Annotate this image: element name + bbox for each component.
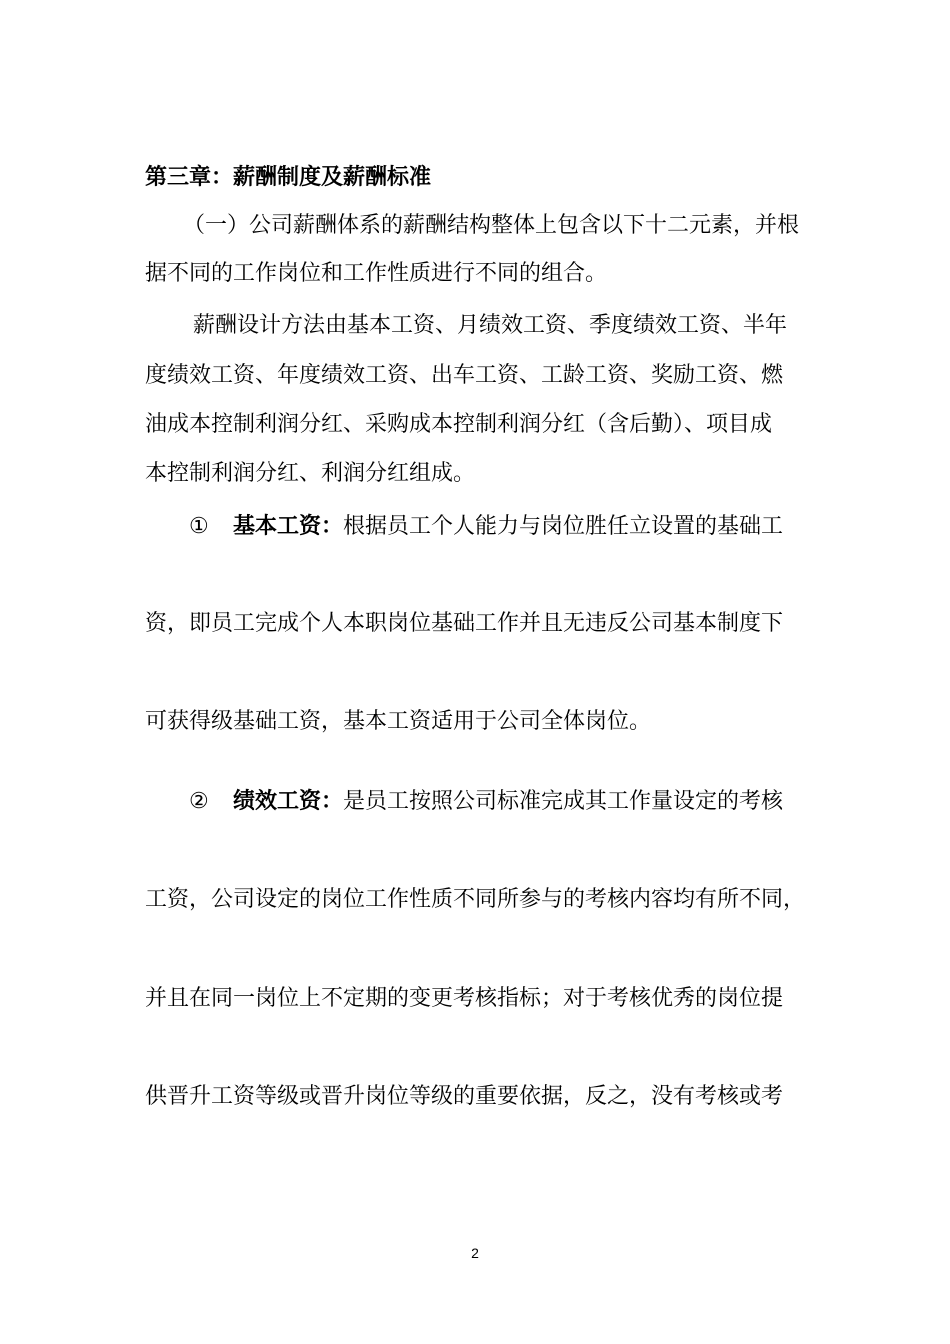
item-1-first-line xyxy=(189,511,869,542)
item-1-line-3: 可获得级基础工资，基本工资适用于公司全体岗位。 xyxy=(145,709,652,734)
method-line-3: 油成本控制利润分红、采购成本控制利润分红（含后勤）、项目成 xyxy=(145,412,773,437)
item-1-text: 根据员工个人能力与岗位胜任立设置的基础工 xyxy=(343,514,784,539)
item-1-line-2: 资，即员工完成个人本职岗位基础工作并且无违反公司基本制度下 xyxy=(145,611,784,636)
page-number: 2 xyxy=(471,1245,479,1261)
item-1-number: ① xyxy=(189,514,209,539)
item-2-term: 绩效工资： xyxy=(233,788,344,814)
method-line-2: 度绩效工资、年度绩效工资、出车工资、工龄工资、奖励工资、燃 xyxy=(145,363,784,388)
item-2-line-4: 供晋升工资等级或晋升岗位等级的重要依据，反之，没有考核或考 xyxy=(145,1084,784,1109)
intro-line-1: （一）公司薪酬体系的薪酬结构整体上包含以下十二元素，并根 xyxy=(183,213,800,238)
item-2-first-line xyxy=(189,786,869,817)
method-line-1: 薪酬设计方法由基本工资、月绩效工资、季度绩效工资、半年 xyxy=(193,313,788,338)
item-2-line-2: 工资，公司设定的岗位工作性质不同所参与的考核内容均有所不同， xyxy=(145,887,806,912)
method-line-4: 本控制利润分红、利润分红组成。 xyxy=(145,461,476,486)
item-2-number: ② xyxy=(189,789,209,814)
item-2-line-3: 并且在同一岗位上不定期的变更考核指标；对于考核优秀的岗位提 xyxy=(145,986,784,1011)
item-1-term: 基本工资： xyxy=(233,513,344,539)
intro-line-2: 据不同的工作岗位和工作性质进行不同的组合。 xyxy=(145,261,608,286)
chapter-title: 第三章：薪酬制度及薪酬标准 xyxy=(145,164,432,190)
item-2-text: 是员工按照公司标准完成其工作量设定的考核 xyxy=(343,789,784,814)
